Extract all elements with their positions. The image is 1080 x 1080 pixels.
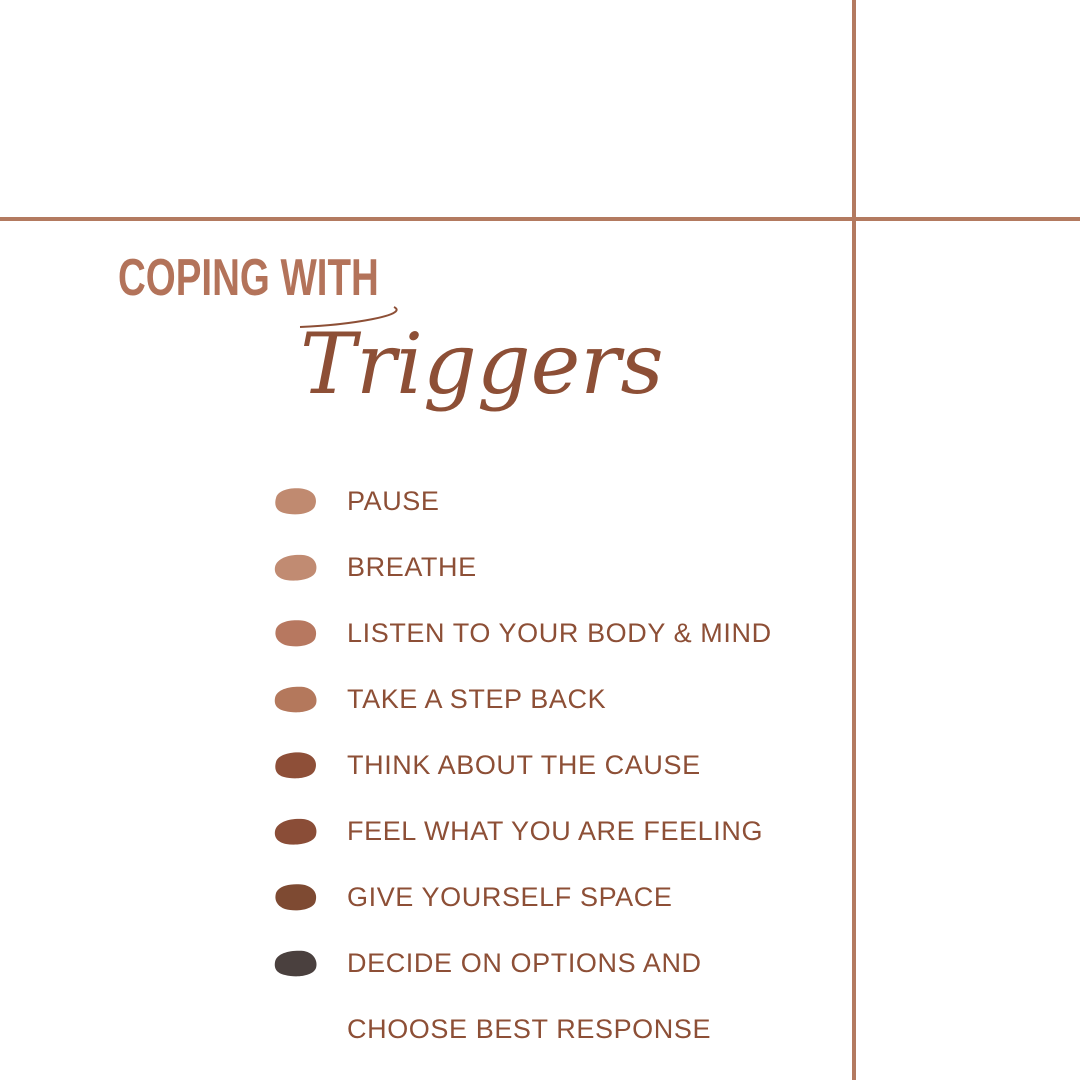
step-label: BREATHE: [347, 551, 477, 582]
list-item: [272, 930, 772, 996]
step-label: DECIDE ON OPTIONS AND: [347, 947, 702, 978]
brush-dot-icon: [272, 616, 318, 650]
step-label: FEEL WHAT YOU ARE FEELING: [347, 815, 764, 846]
coping-steps-list: [272, 468, 772, 1062]
step-label: LISTEN TO YOUR BODY & MIND: [347, 617, 772, 648]
list-item: [272, 798, 772, 864]
step-label: GIVE YOURSELF SPACE: [347, 881, 673, 912]
brush-dot-icon: [272, 550, 318, 584]
step-label: THINK ABOUT THE CAUSE: [347, 749, 701, 780]
brush-dot-icon: [272, 946, 318, 980]
page-title: COPING WITH: [118, 249, 379, 307]
step-label: TAKE A STEP BACK: [347, 683, 607, 714]
list-item-continuation: [272, 996, 772, 1062]
vertical-divider: [852, 0, 856, 1080]
brush-dot-icon: [272, 748, 318, 782]
list-item: [272, 732, 772, 798]
brush-dot-icon: [272, 880, 318, 914]
brush-dot-icon: [272, 682, 318, 716]
list-item: [272, 864, 772, 930]
script-subtitle: [290, 295, 664, 455]
list-item: [272, 468, 772, 534]
brush-dot-icon: [272, 814, 318, 848]
script-word: Triggers: [300, 315, 664, 413]
step-label: PAUSE: [347, 485, 440, 516]
horizontal-divider: [0, 217, 1080, 221]
brush-dot-icon: [272, 484, 318, 518]
list-item: [272, 666, 772, 732]
list-item: [272, 600, 772, 666]
list-item: [272, 534, 772, 600]
step-label-continuation: CHOOSE BEST RESPONSE: [347, 1013, 712, 1044]
